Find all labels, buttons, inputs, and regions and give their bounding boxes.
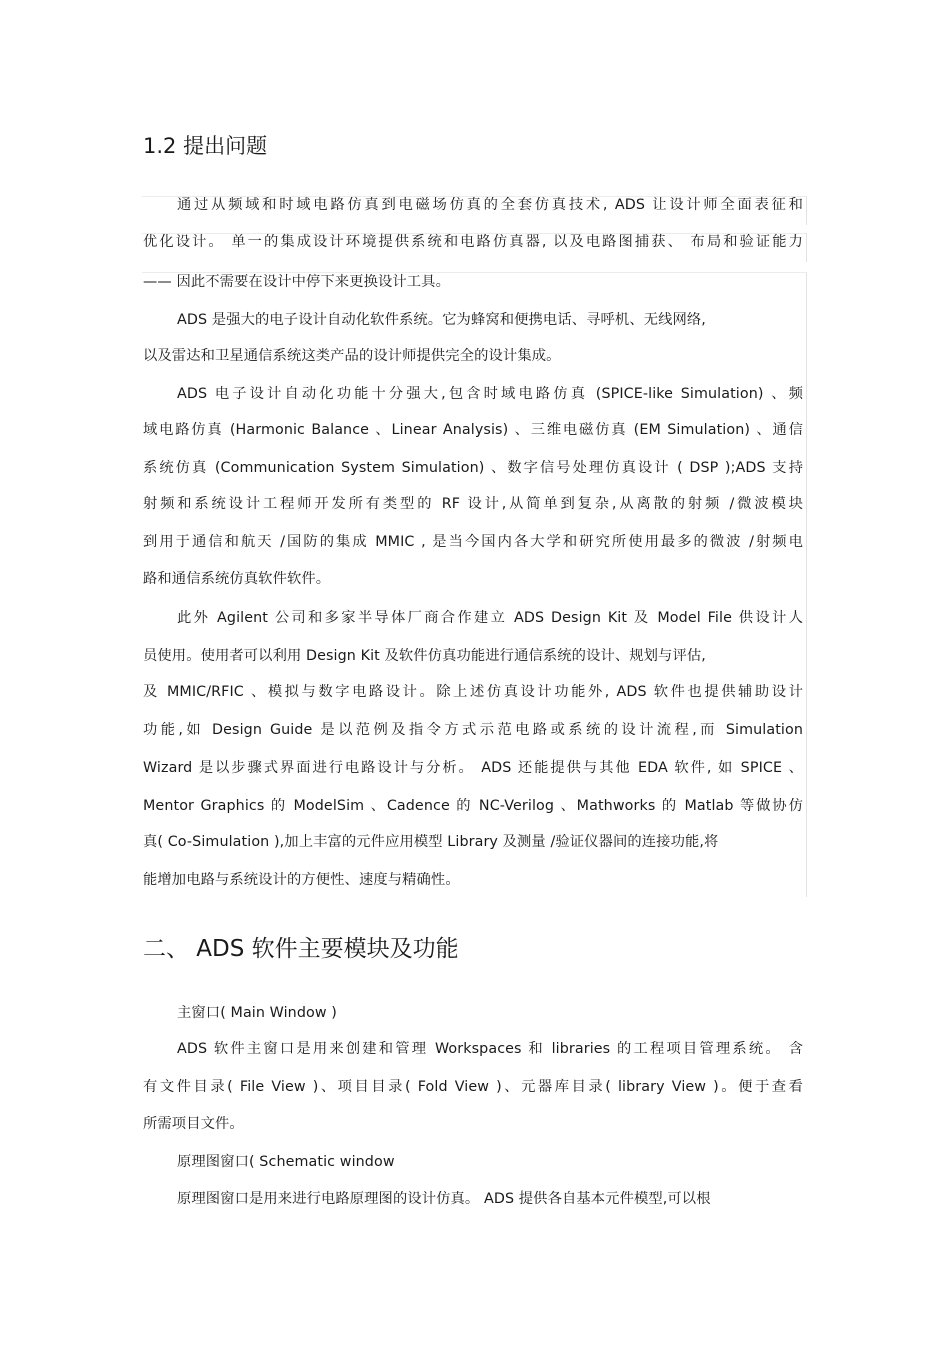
paragraph-line: 能增加电路与系统设计的方便性、速度与精确性。 xyxy=(143,872,460,888)
paragraph-line: 通过从频域和时域电路仿真到电磁场仿真的全套仿真技术, ADS 让设计师全面表征和 xyxy=(177,197,803,213)
paragraph-line: 射频和系统设计工程师开发所有类型的 RF 设计,从简单到复杂,从离散的射频 /微波模块 xyxy=(143,496,803,512)
section-heading-1-2: 1.2 提出问题 xyxy=(143,134,268,158)
paragraph-line: 有文件目录( File View )、项目目录( Fold View )、元器库目录( library View )。便于查看 xyxy=(143,1079,803,1095)
paragraph-line: ADS 软件主窗口是用来创建和管理 Workspaces 和 libraries 的工程项目管理系统。 含 xyxy=(177,1041,803,1057)
paragraph-line: —— 因此不需要在设计中停下来更换设计工具。 xyxy=(143,274,450,290)
paragraph-line: 域电路仿真 (Harmonic Balance 、Linear Analysis) 、三维电磁仿真 (EM Simulation) 、通信 xyxy=(143,422,803,438)
paragraph-line: 真( Co-Simulation ),加上丰富的元件应用模型 Library 及测量 /验证仪器间的连接功能,将 xyxy=(143,834,719,850)
subsection-title: 原理图窗口( Schematic window xyxy=(177,1154,395,1170)
paragraph-line: Mentor Graphics 的 ModelSim 、Cadence 的 NC-Verilog 、Mathworks 的 Matlab 等做协仿 xyxy=(143,798,803,814)
paragraph-line: 到用于通信和航天 /国防的集成 MMIC , 是当今国内各大学和研究所使用最多的微波 /射频电 xyxy=(143,534,803,550)
paragraph-line: ADS 电子设计自动化功能十分强大,包含时域电路仿真 (SPICE-like Simulation) 、频 xyxy=(177,386,803,402)
paragraph-line: 路和通信系统仿真软件软件。 xyxy=(143,571,331,587)
subsection-title: 主窗口( Main Window ) xyxy=(177,1005,337,1021)
paragraph-line: Wizard 是以步骤式界面进行电路设计与分析。 ADS 还能提供与其他 EDA 软件, 如 SPICE 、 xyxy=(143,760,803,776)
paragraph-line: 此外 Agilent 公司和多家半导体厂商合作建立 ADS Design Kit 及 Model File 供设计人 xyxy=(177,610,803,626)
paragraph-line: 以及雷达和卫星通信系统这类产品的设计师提供完全的设计集成。 xyxy=(143,348,561,364)
paragraph-line: 优化设计。 单一的集成设计环境提供系统和电路仿真器, 以及电路图捕获、 布局和验证能力 xyxy=(143,234,803,250)
section-heading-2: 二、 ADS 软件主要模块及功能 xyxy=(143,936,459,962)
paragraph-line: 所需项目文件。 xyxy=(143,1116,244,1132)
paragraph-line: 功能,如 Design Guide 是以范例及指令方式示范电路或系统的设计流程,而 Simulation xyxy=(143,722,803,738)
paragraph-line: 及 MMIC/RFIC 、模拟与数字电路设计。除上述仿真设计功能外, ADS 软件也提供辅助设计 xyxy=(143,684,803,700)
paragraph-line: 系统仿真 (Communication System Simulation) 、数字信号处理仿真设计 ( DSP );ADS 支持 xyxy=(143,460,803,476)
paragraph-line: 员使用。使用者可以利用 Design Kit 及软件仿真功能进行通信系统的设计、规划与评估, xyxy=(143,648,706,664)
paragraph-line: 原理图窗口是用来进行电路原理图的设计仿真。 ADS 提供各自基本元件模型,可以根 xyxy=(177,1191,711,1207)
paragraph-line: ADS 是强大的电子设计自动化软件系统。它为蜂窝和便携电话、寻呼机、无线网络, xyxy=(177,312,706,328)
